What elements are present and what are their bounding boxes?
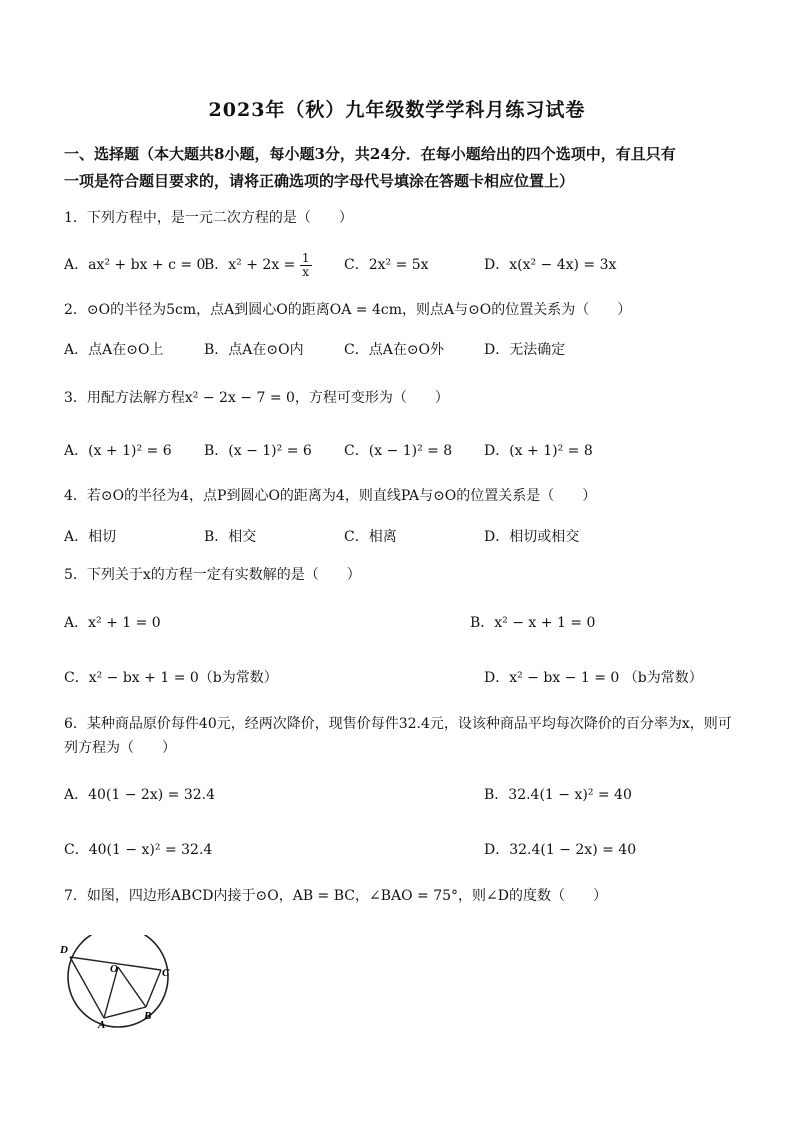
segment-ob [118,967,146,1007]
question-5-option-d: D．x² − bx − 1 = 0 （b为常数） [484,670,703,686]
question-4-option-a: A．相切 [64,529,117,545]
fraction-denominator: x [302,264,310,279]
question-1-option-c: C．2x² = 5x [344,257,429,273]
question-4-option-d: D．相切或相交 [484,529,580,545]
segment-ad [70,957,104,1018]
question-3-option-c: C．(x − 1)² = 8 [344,443,453,459]
question-6-option-b: B．32.4(1 − x)² = 40 [484,787,632,803]
question-5-option-a: A．x² + 1 = 0 [64,615,161,631]
question-1-option-b-fraction [300,252,312,279]
label-d: D [60,944,68,956]
label-c: C [162,967,170,979]
question-2-option-d: D．无法确定 [484,342,566,358]
question-5-stem: 5．下列关于x的方程一定有实数解的是（ ） [64,567,361,583]
question-6-option-a: A．40(1 − 2x) = 32.4 [64,787,215,803]
question-2-option-b: B．点A在⊙O内 [204,342,304,358]
question-4-option-b: B．相交 [204,529,257,545]
page-title: 2023年（秋）九年级数学学科月练习试卷 [208,99,586,121]
question-6-option-c: C．40(1 − x)² = 32.4 [64,842,213,858]
fraction-numerator: 1 [301,250,310,265]
question-5-option-b: B．x² − x + 1 = 0 [470,615,596,631]
segment-ba [104,1007,146,1018]
question-4-stem: 4．若⊙O的半径为4，点P到圆心O的距离为4，则直线PA与⊙O的位置关系是（ ） [64,488,597,504]
label-a: A [98,1019,106,1030]
section-heading-line1: 一、选择题（本大题共8小题，每小题3分，共24分．在每小题给出的四个选项中，有且只有 [64,145,676,163]
question-6-stem-line2: 列方程为（ ） [64,740,176,756]
question-1-option-b-prefix: B．x² + 2x = [204,257,300,273]
question-1-option-d: D．x(x² − 4x) = 3x [484,257,617,273]
cyclic-quadrilateral-figure [58,935,178,1030]
question-5-option-c: C．x² − bx + 1 = 0（b为常数） [64,670,278,686]
label-b: B [144,1010,152,1022]
question-1-option-b [204,244,312,286]
question-1-stem: 1．下列方程中，是一元二次方程的是（ ） [64,210,353,226]
segment-cb [146,970,161,1007]
question-3-stem: 3．用配方法解方程x² − 2x − 7 = 0，方程可变形为（ ） [64,390,449,406]
question-1-option-a: A．ax² + bx + c = 0 [64,257,206,273]
question-4-option-c: C．相离 [344,529,397,545]
question-2-stem: 2．⊙O的半径为5cm，点A到圆心O的距离OA = 4cm，则点A与⊙O的位置关系为（ ） [64,302,632,318]
label-o: O [110,963,118,975]
section-heading-line2: 一项是符合题目要求的，请将正确选项的字母代号填涂在答题卡相应位置上） [64,172,575,190]
question-2-option-c: C．点A在⊙O外 [344,342,445,358]
question-3-option-b: B．(x − 1)² = 6 [204,443,312,459]
question-2-option-a: A．点A在⊙O上 [64,342,164,358]
question-3-option-d: D．(x + 1)² = 8 [484,443,593,459]
question-7-stem: 7．如图，四边形ABCD内接于⊙O，AB = BC，∠BAO = 75°，则∠D的度数（ ） [64,888,608,904]
question-3-option-a: A．(x + 1)² = 6 [64,443,172,459]
question-6-option-d: D．32.4(1 − 2x) = 40 [484,842,637,858]
question-6-stem-line1: 6．某种商品原价每件40元，经两次降价，现售价每件32.4元，设该种商品平均每次降价的百分率为x，则可 [64,716,732,732]
